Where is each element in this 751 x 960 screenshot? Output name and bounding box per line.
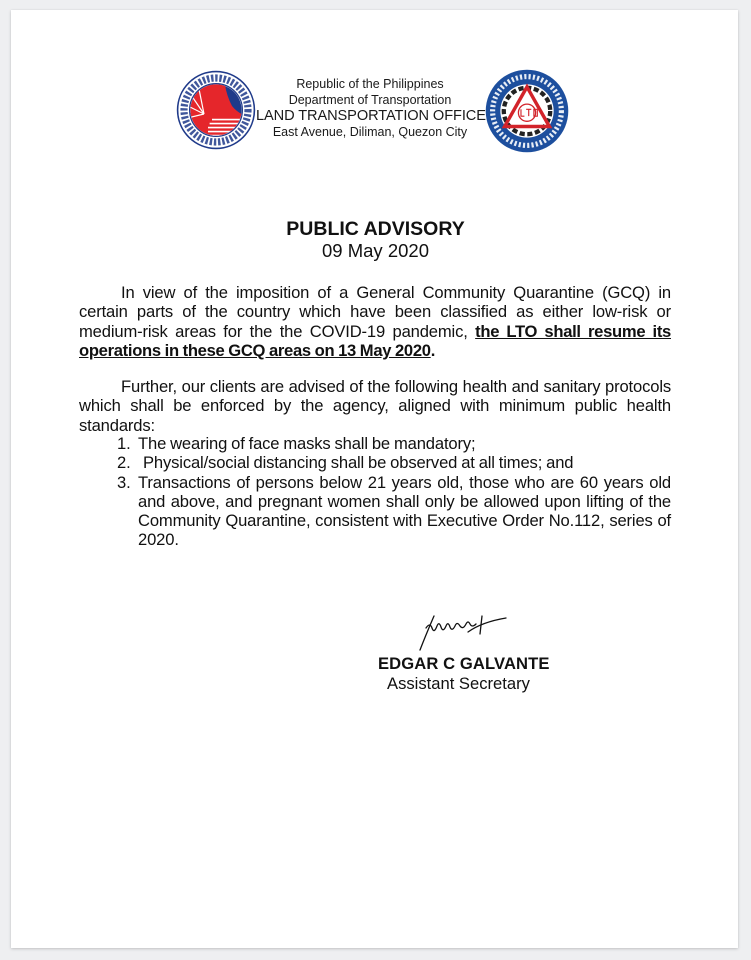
advisory-date: 09 May 2020	[322, 240, 429, 261]
signature-scribble-icon	[408, 612, 513, 652]
signatory-name: EDGAR C GALVANTE	[378, 654, 550, 673]
protocol-text: Physical/social distancing shall be observed at all times; and	[143, 453, 574, 473]
protocol-text: The wearing of face masks shall be mandatory;	[138, 434, 476, 453]
lto-seal-icon	[484, 68, 570, 154]
paragraph-resumption-text: In view of the imposition of a General Community Quarantine (GCQ) in certain parts of the country which have been classified as either low-risk or medium-risk areas for the the COVID-19 pandemic,	[79, 283, 671, 341]
resumption-period: .	[430, 340, 436, 360]
paragraph-resumption	[79, 283, 671, 360]
resumption-emphasis: the LTO shall resume its operations in these GCQ areas on 13 May 2020	[79, 321, 671, 360]
protocol-list	[117, 434, 671, 550]
letterhead	[256, 77, 484, 141]
protocol-item	[117, 453, 671, 472]
letterhead-office: LAND TRANSPORTATION OFFICE	[256, 108, 486, 124]
dotr-seal-icon	[176, 70, 256, 150]
paragraph-protocols-intro: Further, our clients are advised of the following health and sanitary protocols which shall be enforced by the agency, aligned with minimum public health standards:	[79, 377, 671, 435]
protocol-number: 3.	[117, 472, 131, 492]
protocol-item	[117, 473, 671, 550]
protocol-text: Transactions of persons below 21 years old, those who are 60 years old and above, and pregnant women shall only be allowed upon lifting of the Community Quarantine, consistent with Executive Order No.112, series of 2020.	[138, 472, 671, 550]
advisory-title: PUBLIC ADVISORY	[286, 218, 465, 240]
protocol-number: 1.	[117, 434, 131, 453]
protocol-number: 2.	[117, 453, 131, 473]
signatory-title: Assistant Secretary	[387, 674, 530, 693]
letterhead-address: East Avenue, Diliman, Quezon City	[272, 125, 468, 139]
letterhead-republic: Republic of the Philippines	[296, 77, 444, 91]
letterhead-department: Department of Transportation	[288, 92, 452, 107]
protocol-item	[117, 434, 671, 453]
